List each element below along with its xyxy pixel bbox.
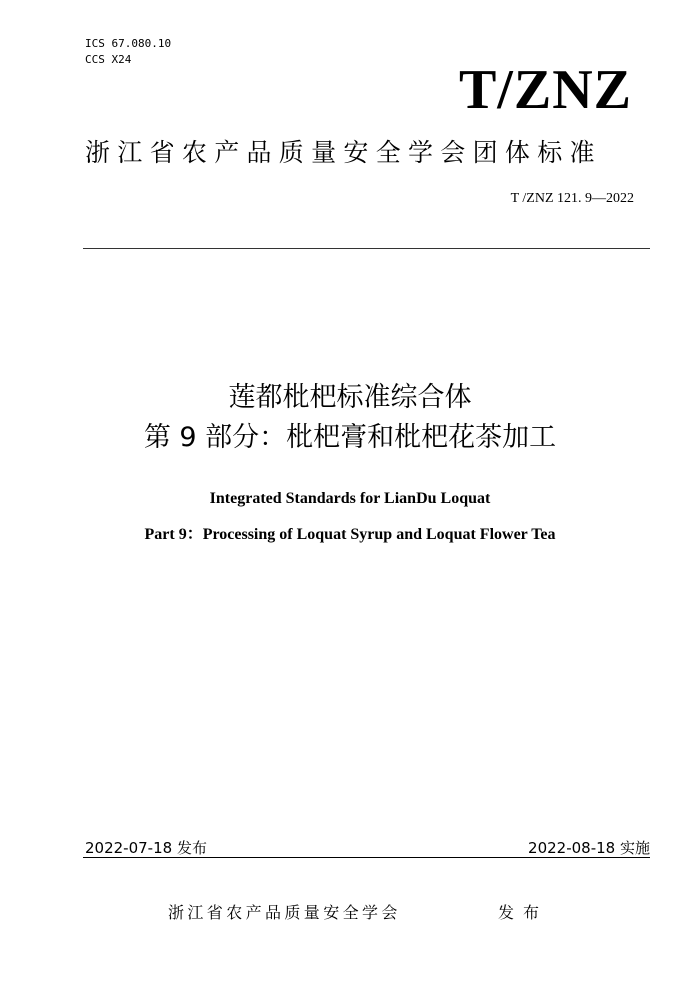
release-date: 2022-07-18 发布 — [85, 839, 207, 857]
organization-standard-title: 浙江省农产品质量安全学会团体标准 — [85, 138, 602, 167]
footer-divider — [83, 857, 650, 858]
publisher-name: 浙江省农产品质量安全学会 — [168, 903, 401, 922]
header-divider — [83, 248, 650, 249]
title-en-line1: Integrated Standards for LianDu Loquat — [209, 490, 491, 507]
ccs-code: CCS X24 — [85, 53, 132, 66]
publish-label: 发布 — [498, 903, 549, 922]
title-en-line2: Part 9：Processing of Loquat Syrup and Loquat Flower Tea — [144, 526, 556, 543]
title-cn-line1: 莲都枇杷标准综合体 — [228, 382, 472, 413]
ics-code: ICS 67.080.10 — [85, 37, 172, 50]
standard-number: T /ZNZ 121. 9—2022 — [510, 191, 634, 206]
implement-date: 2022-08-18 实施 — [528, 839, 650, 857]
title-cn-line2: 第 9 部分：枇杷膏和枇杷花茶加工 — [143, 422, 557, 453]
standard-brand-logo: T/ZNZ — [458, 59, 632, 121]
